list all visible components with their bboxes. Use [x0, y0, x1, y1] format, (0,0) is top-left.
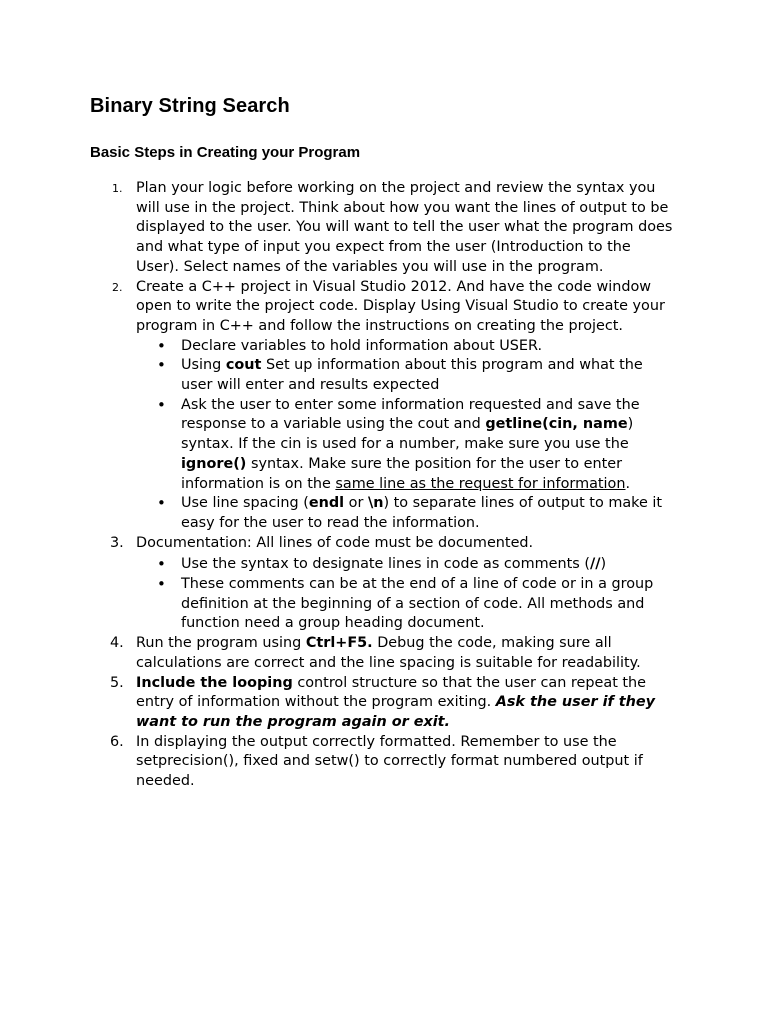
- bullet-item: [136, 337, 678, 357]
- bullet-icon: •: [157, 336, 166, 355]
- section-heading: Basic Steps in Creating your Program: [90, 144, 361, 161]
- bullet-list: [136, 337, 678, 534]
- bullet-icon: •: [157, 356, 166, 375]
- step-number: 5.: [110, 674, 124, 691]
- bullet-icon: •: [157, 494, 166, 513]
- bullet-text: Declare variables to hold information about USER.: [181, 337, 543, 354]
- step-number: 2.: [112, 280, 123, 294]
- bullet-list: [136, 555, 678, 634]
- bullet-icon: •: [157, 395, 166, 414]
- step-text: Plan your logic before working on the project and review the syntax you will use in the project. Think about how you want the lines of output to be displayed to the user. You will want to tell the user what the program does and what type of input you expect from the user (Introduction to the User). Select names of the variables you will use in the program.: [136, 180, 673, 275]
- bullet-icon: •: [157, 575, 166, 594]
- step-number: 1.: [112, 182, 123, 195]
- page-title: Binary String Search: [90, 95, 290, 117]
- step-5: [90, 674, 678, 733]
- step-text: In displaying the output correctly formatted. Remember to use the setprecision(), fixed and setw() to correctly format numbered output if needed.: [136, 733, 643, 790]
- bullet-item: [136, 575, 678, 634]
- bullet-text: Ask the user to enter some information requested and save the response to a variable using the cout and getline(cin, name) syntax. If the cin is used for a number, make sure you use the ignore() syntax. Make sure the position for the user to enter information is on the same line as the request for information.: [181, 396, 640, 492]
- step-number: 3.: [110, 534, 124, 551]
- step-2: [90, 278, 678, 534]
- step-3: [90, 534, 678, 635]
- bullet-icon: •: [157, 555, 166, 574]
- step-6: [90, 733, 678, 792]
- bullet-item: [136, 396, 678, 495]
- bullet-item: [136, 494, 678, 533]
- bullet-text: These comments can be at the end of a line of code or in a group definition at the beginning of a section of code. All methods and function need a group heading document.: [181, 576, 654, 632]
- step-text: Documentation: All lines of code must be documented.: [136, 534, 534, 551]
- bullet-text: Using cout Set up information about this program and what the user will enter and results expected: [181, 357, 643, 394]
- step-4: [90, 634, 678, 673]
- bullet-item: [136, 555, 678, 575]
- step-number: 4.: [110, 635, 124, 652]
- step-text: Run the program using Ctrl+F5. Debug the code, making sure all calculations are correct and the line spacing is suitable for readability.: [136, 635, 641, 671]
- bullet-item: [136, 356, 678, 395]
- bullet-text: Use line spacing (endl or \n) to separate lines of output to make it easy for the user to read the information.: [181, 495, 663, 531]
- step-1: [90, 179, 678, 278]
- step-text: Include the looping control structure so that the user can repeat the entry of information without the program exiting. Ask the user if they want to run the program again or exit.: [136, 674, 656, 730]
- step-text: Create a C++ project in Visual Studio 2012. And have the code window open to write the project code. Display Using Visual Studio to create your program in C++ and follow the instructions on creating the project.: [136, 278, 665, 334]
- step-number: 6.: [110, 733, 124, 750]
- bullet-text: Use the syntax to designate lines in code as comments (//): [181, 556, 607, 573]
- steps-list: [90, 179, 678, 792]
